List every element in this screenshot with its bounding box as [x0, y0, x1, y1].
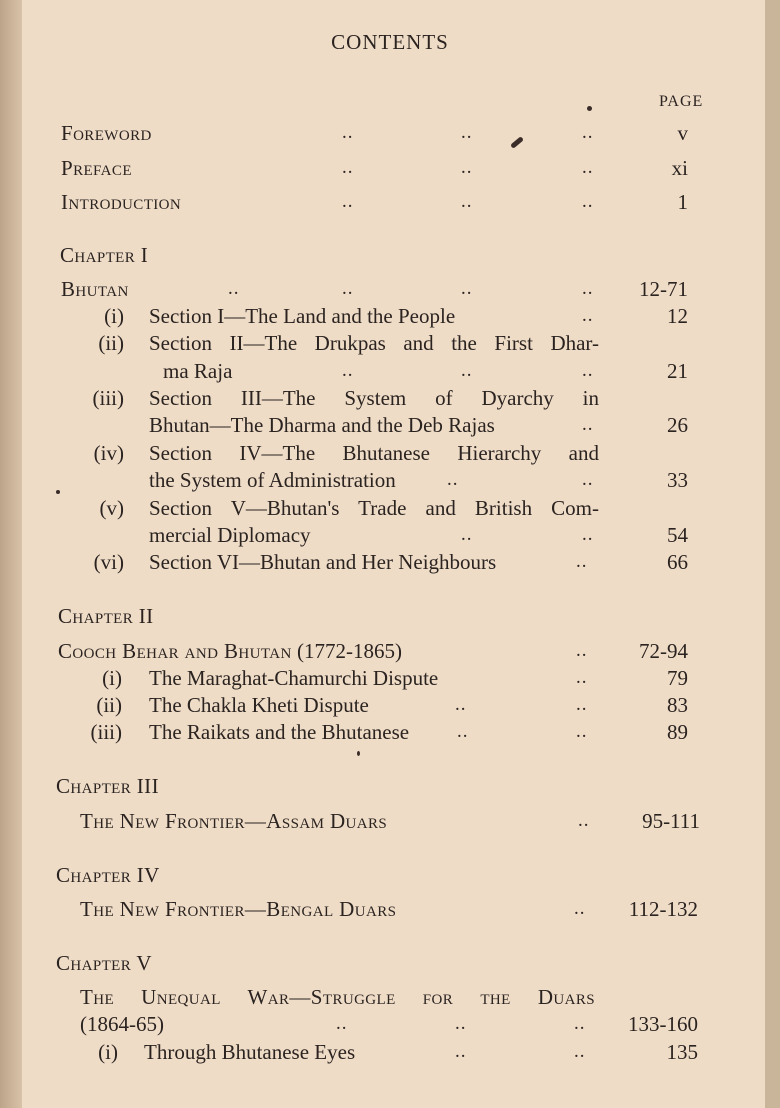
section-row	[0, 329, 780, 357]
dot-leader: ..	[461, 278, 473, 299]
dot-leader: ..	[574, 1041, 586, 1062]
chapter-pages: 95-111	[642, 809, 700, 833]
section-title: Section II—The Drukpas and the First Dhar-	[149, 331, 599, 355]
dot-leader: ..	[342, 157, 354, 178]
section-page: 89	[667, 720, 688, 744]
dot-leader: ..	[582, 305, 594, 326]
chapter-1-label: Chapter I	[60, 243, 149, 267]
section-number: (ii)	[96, 693, 122, 717]
dot-leader: ..	[461, 157, 473, 178]
dot-leader: ..	[455, 694, 467, 715]
section-row	[0, 548, 780, 576]
section-title: The Chakla Kheti Dispute	[149, 693, 369, 717]
ink-speck	[56, 490, 60, 494]
section-title-continued: mercial Diplomacy	[149, 523, 311, 547]
dot-leader: ..	[455, 1013, 467, 1034]
section-row	[0, 718, 780, 746]
section-page: 79	[667, 666, 688, 690]
section-title-continued: the System of Administration	[149, 468, 396, 492]
chapter-pages: 112-132	[628, 897, 698, 921]
chapter-pages: 12-71	[639, 277, 688, 301]
contents-heading: CONTENTS	[331, 30, 449, 54]
chapter-2-label: Chapter II	[58, 604, 154, 628]
section-row-continued	[0, 521, 780, 549]
section-title: Section III—The System of Dyarchy in	[149, 386, 599, 410]
dot-leader: ..	[582, 469, 594, 490]
chapter-years: (1772-1865)	[296, 639, 402, 663]
section-number: (ii)	[98, 331, 124, 355]
ink-speck	[357, 751, 360, 756]
dot-leader: ..	[574, 1013, 586, 1034]
section-title: Section IV—The Bhutanese Hierarchy and	[149, 441, 599, 465]
entry-title: Foreword	[61, 121, 152, 145]
entry-page: 1	[677, 190, 688, 214]
section-row-continued	[0, 466, 780, 494]
dot-leader: ..	[582, 191, 594, 212]
chapter-3-title-row	[0, 807, 780, 835]
dot-leader: ..	[228, 278, 240, 299]
section-page: 54	[667, 523, 688, 547]
dot-leader: ..	[582, 524, 594, 545]
chapter-title: Bhutan	[61, 277, 129, 301]
toc-entry-preface	[0, 154, 780, 182]
dot-leader: ..	[576, 551, 588, 572]
section-title-continued: Bhutan—The Dharma and the Deb Rajas	[149, 413, 495, 437]
section-row	[0, 439, 780, 467]
dot-leader: ..	[582, 278, 594, 299]
chapter-title: Cooch Behar and Bhutan	[58, 639, 292, 663]
dot-leader: ..	[576, 694, 588, 715]
chapter-years: (1864-65)	[80, 1012, 164, 1036]
ink-speck	[587, 106, 592, 111]
section-page: 26	[667, 413, 688, 437]
section-row	[0, 302, 780, 330]
chapter-5-label: Chapter V	[56, 951, 152, 975]
dot-leader: ..	[457, 721, 469, 742]
chapter-3-label: Chapter III	[56, 774, 159, 798]
dot-leader: ..	[342, 191, 354, 212]
section-row	[0, 1038, 780, 1066]
entry-title: Introduction	[61, 190, 182, 214]
dot-leader: ..	[576, 640, 588, 661]
dot-leader: ..	[576, 667, 588, 688]
section-row	[0, 664, 780, 692]
section-title: Through Bhutanese Eyes	[144, 1040, 356, 1064]
dot-leader: ..	[578, 810, 590, 831]
chapter-4-title-row	[0, 895, 780, 923]
chapter-title: The Unequal War—Struggle for the Duars	[80, 985, 595, 1009]
dot-leader: ..	[461, 191, 473, 212]
chapter-5-title-continued	[0, 1010, 780, 1038]
section-title: Section V—Bhutan's Trade and British Com-	[149, 496, 599, 520]
section-row	[0, 691, 780, 719]
section-page: 33	[667, 468, 688, 492]
section-title: Section VI—Bhutan and Her Neighbours	[149, 550, 497, 574]
section-number: (iv)	[93, 441, 124, 465]
section-row-continued	[0, 411, 780, 439]
dot-leader: ..	[447, 469, 459, 490]
dot-leader: ..	[342, 278, 354, 299]
section-title: The Maraghat-Chamurchi Dispute	[149, 666, 439, 690]
section-title: The Raikats and the Bhutanese	[149, 720, 410, 744]
dot-leader: ..	[582, 414, 594, 435]
chapter-1-title-row	[0, 275, 780, 303]
section-title: Section I—The Land and the People	[149, 304, 456, 328]
dot-leader: ..	[461, 524, 473, 545]
dot-leader: ..	[342, 122, 354, 143]
section-title-continued: ma Raja	[163, 359, 233, 383]
section-page: 83	[667, 693, 688, 717]
entry-title: Preface	[61, 156, 132, 180]
dot-leader: ..	[461, 360, 473, 381]
chapter-title: The New Frontier—Assam Duars	[80, 809, 388, 833]
toc-entry-introduction	[0, 188, 780, 216]
dot-leader: ..	[582, 122, 594, 143]
section-page: 66	[667, 550, 688, 574]
dot-leader: ..	[336, 1013, 348, 1034]
section-number: (iii)	[92, 386, 124, 410]
toc-entry-foreword	[0, 119, 780, 147]
entry-page: v	[677, 121, 688, 145]
dot-leader: ..	[574, 898, 586, 919]
section-number: (i)	[104, 304, 124, 328]
section-number: (vi)	[93, 550, 124, 574]
dot-leader: ..	[582, 360, 594, 381]
section-page: 12	[667, 304, 688, 328]
chapter-4-label: Chapter IV	[56, 863, 160, 887]
chapter-title: The New Frontier—Bengal Duars	[80, 897, 397, 921]
section-number: (i)	[102, 666, 122, 690]
dot-leader: ..	[455, 1041, 467, 1062]
dot-leader: ..	[582, 157, 594, 178]
section-page: 135	[666, 1040, 698, 1064]
chapter-pages: 133-160	[628, 1012, 698, 1036]
section-number: (i)	[98, 1040, 118, 1064]
entry-page: xi	[671, 156, 688, 180]
chapter-pages: 72-94	[639, 639, 688, 663]
page-column-label: PAGE	[659, 93, 704, 110]
section-number: (iii)	[90, 720, 122, 744]
section-page: 21	[667, 359, 688, 383]
section-row	[0, 494, 780, 522]
chapter-2-title-row	[0, 637, 780, 665]
dot-leader: ..	[576, 721, 588, 742]
section-number: (v)	[99, 496, 124, 520]
section-row-continued	[0, 357, 780, 385]
dot-leader: ..	[342, 360, 354, 381]
chapter-5-title-row	[0, 983, 780, 1011]
section-row	[0, 384, 780, 412]
dot-leader: ..	[461, 122, 473, 143]
